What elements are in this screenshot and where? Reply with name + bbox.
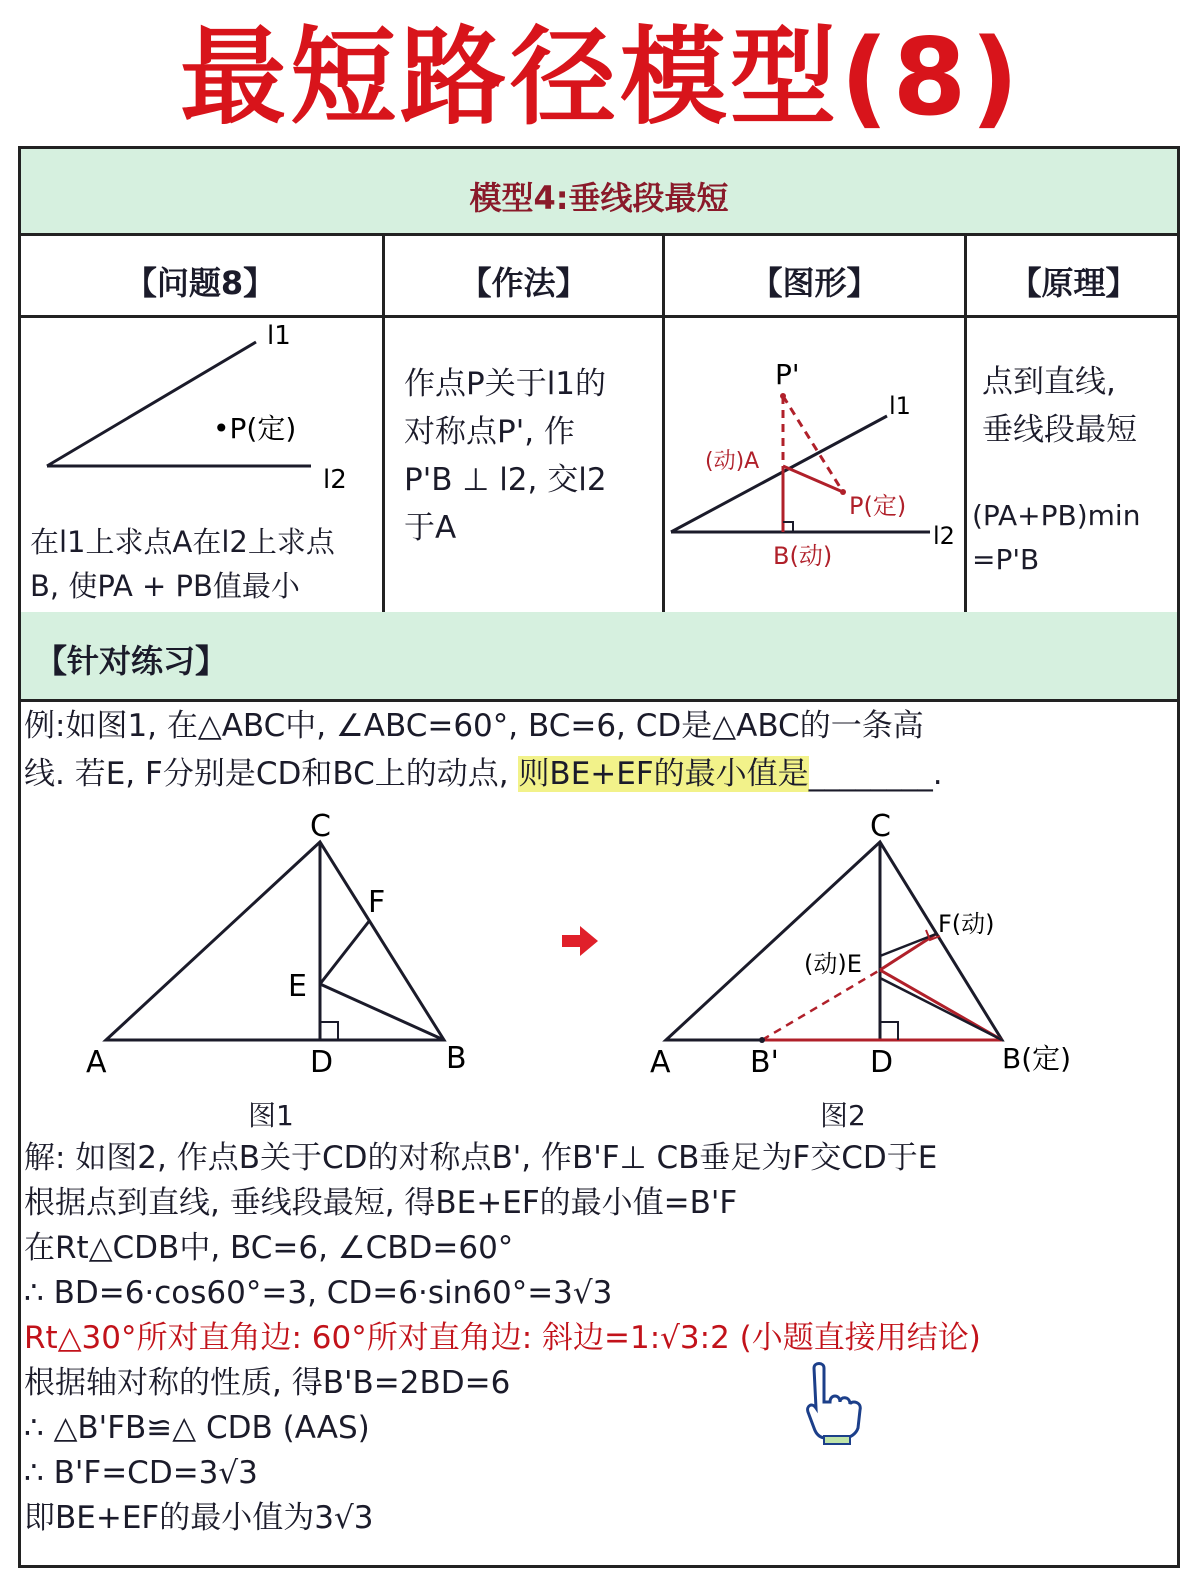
figure-label-a: (动)A xyxy=(705,449,760,474)
principle-text: 点到直线, 垂线段最短 xyxy=(982,364,1137,448)
header-figure: 【图形】 xyxy=(750,264,879,302)
fig1-label-c: C xyxy=(310,809,331,844)
figure-point-pprime xyxy=(780,393,786,399)
fig2-label-d: D xyxy=(870,1045,894,1080)
example-blank: ________. xyxy=(808,756,943,792)
practice-title: 【针对练习】 xyxy=(35,642,228,680)
fig2-point-bprime xyxy=(759,1037,765,1043)
example-line-1: 例:如图1, 在△ABC中, ∠ABC=60°, BC=6, CD是△ABC的一条高 xyxy=(24,708,924,744)
fig2-label-bprime: B' xyxy=(750,1045,779,1080)
figure-label-pprime: P' xyxy=(775,358,800,391)
fig2-caption: 图2 xyxy=(820,1099,866,1132)
figure-segment-ap xyxy=(783,466,843,492)
fig1-label-f: F xyxy=(368,885,386,920)
fig2-diagram xyxy=(640,808,1110,1088)
solution-line-3: 在Rt△CDB中, BC=6, ∠CBD=60° xyxy=(24,1230,514,1266)
problem-text: 在l1上求点A在l2上求点 B, 使PA + PB值最小 xyxy=(30,525,335,603)
header-method: 【作法】 xyxy=(459,264,588,302)
fig1-triangle xyxy=(106,842,444,1040)
figure-label-b: B(动) xyxy=(773,542,833,570)
fig2-label-b: B(定) xyxy=(1002,1042,1072,1075)
fig2-label-e: (动)E xyxy=(804,950,862,978)
problem-line-l1 xyxy=(47,342,256,466)
figure-label-p: P(定) xyxy=(849,492,907,520)
pointing-hand-icon xyxy=(800,1362,870,1448)
fig2-right-angle-d xyxy=(880,1022,898,1040)
solution-line-4: ∴ BD=6·cos60°=3, CD=6·sin60°=3√3 xyxy=(24,1275,613,1311)
figure-label-l2: l2 xyxy=(933,522,955,550)
example-line-2 xyxy=(24,752,943,797)
page-title: 最短路径模型(8) xyxy=(180,16,1023,139)
fig1-segment-ef xyxy=(320,920,370,984)
example-line-2-pre: 线. 若E, F分别是CD和BC上的动点, xyxy=(24,756,519,792)
problem-diagram xyxy=(21,318,382,528)
example-highlight: 则BE+EF的最小值是 xyxy=(518,756,809,792)
fig1-label-e: E xyxy=(288,969,307,1004)
solution-line-1: 解: 如图2, 作点B关于CD的对称点B', 作B'F⊥ CB垂足为F交CD于E xyxy=(24,1140,938,1176)
fig1-diagram xyxy=(80,808,500,1088)
fig2-label-f: F(动) xyxy=(938,910,995,938)
fig1-caption: 图1 xyxy=(248,1099,294,1132)
problem-label-p: •P(定) xyxy=(213,412,297,445)
model-title: 模型4:垂线段最短 xyxy=(469,179,729,217)
figure-point-p xyxy=(840,489,846,495)
header-problem: 【问题8】 xyxy=(124,264,276,302)
solution-line-6: 根据轴对称的性质, 得B'B=2BD=6 xyxy=(24,1365,511,1401)
principle-formula: (PA+PB)min =P'B xyxy=(972,499,1141,576)
fig1-right-angle xyxy=(320,1022,338,1040)
solution-line-5: Rt△30°所对直角边: 60°所对直角边: 斜边=1:√3:2 (小题直接用结论) xyxy=(24,1320,981,1356)
solution-line-8: ∴ B'F=CD=3√3 xyxy=(24,1455,258,1491)
arrow-right-icon xyxy=(562,926,600,956)
problem-label-l1: l1 xyxy=(267,321,291,351)
method-text: 作点P关于l1的 对称点P', 作 P'B ⊥ l2, 交l2 于A xyxy=(404,366,607,546)
fig1-label-b: B xyxy=(446,1041,467,1076)
solution-line-9: 即BE+EF的最小值为3√3 xyxy=(24,1500,374,1536)
header-principle: 【原理】 xyxy=(1009,264,1138,302)
figure-label-l1: l1 xyxy=(889,392,911,420)
fig2-dashed-bprime-e xyxy=(762,970,880,1040)
fig1-label-d: D xyxy=(310,1045,334,1080)
fig2-label-c: C xyxy=(870,809,891,844)
problem-label-l2: l2 xyxy=(323,465,347,495)
figure-diagram xyxy=(665,318,964,610)
fig1-label-a: A xyxy=(86,1045,107,1080)
fig2-label-a: A xyxy=(650,1045,671,1080)
solution-line-2: 根据点到直线, 垂线段最短, 得BE+EF的最小值=B'F xyxy=(24,1185,738,1221)
solution-line-7: ∴ △B'FB≌△ CDB (AAS) xyxy=(24,1410,370,1446)
practice-band xyxy=(18,612,1180,702)
model-band xyxy=(18,146,1180,236)
